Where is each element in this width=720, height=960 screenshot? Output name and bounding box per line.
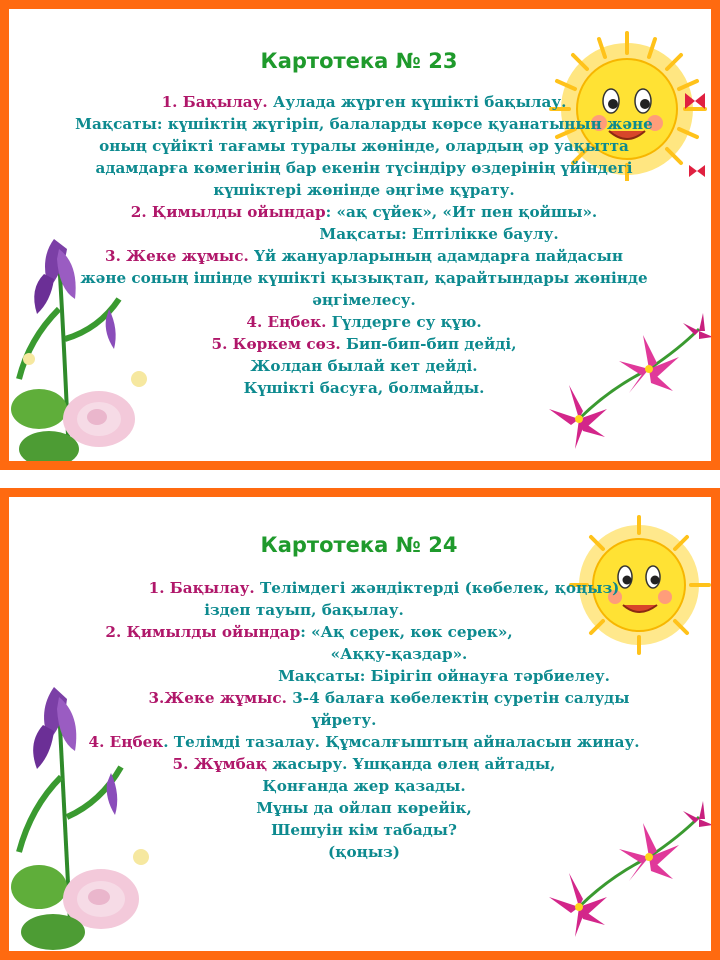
text-line [69, 201, 659, 223]
line-text: : «Ақ серек, көк серек», [300, 623, 513, 641]
text-line [69, 245, 659, 267]
line-text: адамдарға көмегінің бар екенін түсіндіру өздерінің үйіндегі [95, 159, 633, 177]
text-line [69, 841, 659, 863]
line-label: 2. Қимылды ойындар [105, 623, 301, 641]
line-text: әңгімелесу. [312, 291, 416, 309]
text-line [69, 819, 659, 841]
line-text: күшіктері жөнінде әңгіме құрату. [213, 181, 515, 199]
card-24 [0, 488, 720, 960]
line-label: 4. Еңбек. [246, 313, 327, 331]
line-text: Телімдегі жәндіктерді (көбелек, қоңыз) [254, 579, 620, 597]
text-line [69, 621, 659, 643]
text-line [69, 753, 659, 775]
line-text: Күшікті басуға, болмайды. [243, 379, 485, 397]
line-label: 2. Қимылды ойындар [130, 203, 326, 221]
line-text: : «ақ сүйек», «Ит пен қойшы». [325, 203, 598, 221]
line-text: 3-4 балаға көбелектің суретін салуды [286, 689, 630, 707]
card-23 [0, 0, 720, 470]
text-line [69, 267, 659, 289]
text-line [69, 775, 659, 797]
card-separator [0, 470, 720, 488]
line-label: 1. Бақылау. [161, 93, 268, 111]
text-line [69, 135, 659, 157]
line-text: Шешуін кім табады? [271, 821, 457, 839]
line-text: Мұны да ойлап көрейік, [256, 799, 472, 817]
text-line [69, 91, 659, 113]
text-line [69, 223, 659, 245]
card-body [69, 91, 659, 399]
card-title: Картотека № 24 [260, 533, 458, 557]
line-text: (қоңыз) [328, 843, 400, 861]
text-line [69, 311, 659, 333]
line-text: «Аққу-қаздар». [330, 645, 468, 663]
text-line [69, 665, 659, 687]
text-line [69, 797, 659, 819]
line-text: және соның ішінде күшікті қызықтап, қарайтындары жөнінде [80, 269, 648, 287]
line-text: үйрету. [311, 711, 377, 729]
line-label: 3.Жеке жұмыс. [148, 689, 287, 707]
text-line [69, 709, 659, 731]
card-body [69, 577, 659, 863]
line-text: Қонғанда жер қазады. [262, 777, 466, 795]
text-line [69, 687, 659, 709]
line-text: Мақсаты: Ептілікке баулу. [319, 225, 559, 243]
line-label: 5. Көркем сөз. [211, 335, 341, 353]
line-label: 3. Жеке жұмыс. [105, 247, 249, 265]
text-line [69, 113, 659, 135]
text-line [69, 355, 659, 377]
text-line [69, 731, 659, 753]
line-label: 5. Жұмбақ [172, 755, 267, 773]
text-line [69, 333, 659, 355]
line-label: 4. Еңбек [88, 733, 164, 751]
card-title: Картотека № 23 [260, 49, 458, 73]
line-text: оның сүйікті тағамы туралы жөнінде, олардың әр уақытта [99, 137, 629, 155]
line-text: . Телімді тазалау. Құмсалғыштың айналасын жинау. [163, 733, 640, 751]
line-label: 1. Бақылау. [148, 579, 255, 597]
line-text: Мақсаты: күшіктің жүгіріп, балаларды көрсе қуанатынын және [75, 115, 653, 133]
text-line [69, 377, 659, 399]
text-line [69, 179, 659, 201]
line-text: Жолдан былай кет дейді. [250, 357, 478, 375]
text-line [69, 577, 659, 599]
line-text: жасыру. Ұшқанда өлең айтады, [266, 755, 556, 773]
text-line [69, 599, 659, 621]
text-line [69, 289, 659, 311]
line-text: Мақсаты: Бірігіп ойнауға тәрбиелеу. [278, 667, 610, 685]
line-text: іздеп тауып, бақылау. [204, 601, 404, 619]
text-line [69, 157, 659, 179]
line-text: Гүлдерге су құю. [326, 313, 482, 331]
text-line [69, 643, 659, 665]
line-text: Аулада жүрген күшікті бақылау. [267, 93, 567, 111]
line-text: Бип-бип-бип дейді, [340, 335, 517, 353]
line-text: Үй жануарларының адамдарға пайдасын [248, 247, 623, 265]
